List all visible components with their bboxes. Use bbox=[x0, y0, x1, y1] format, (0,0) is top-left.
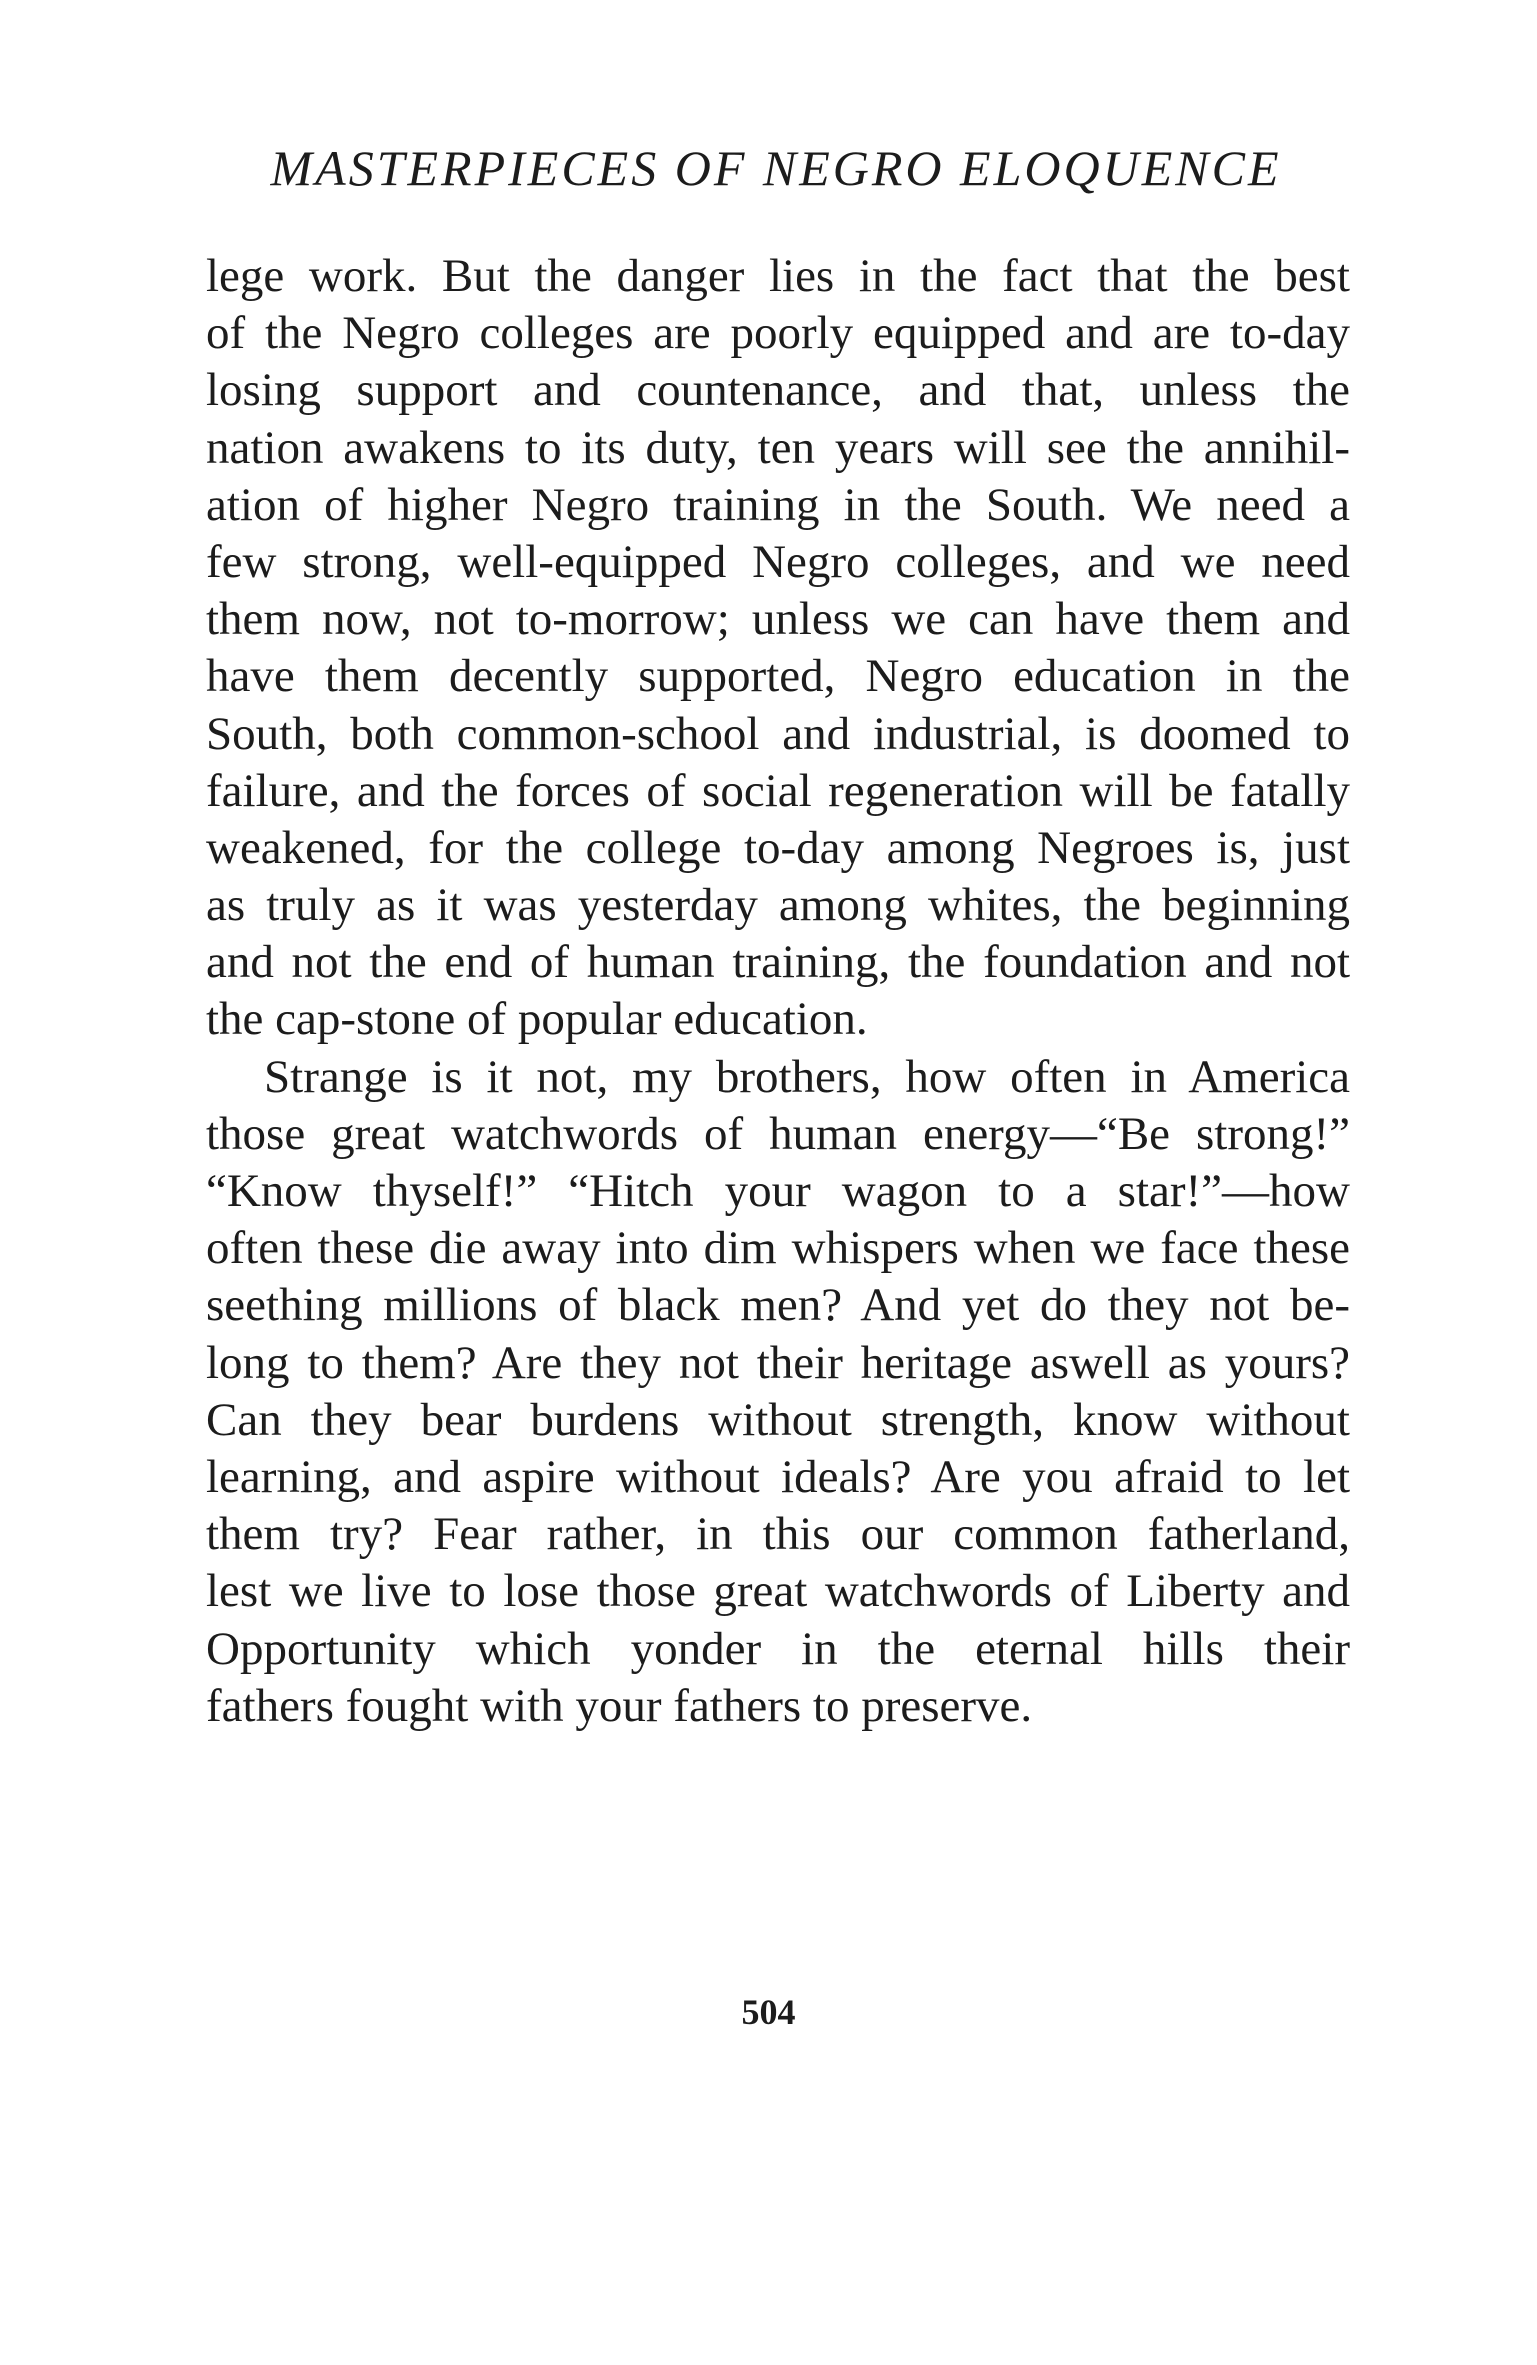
text-line: Can they bear burdens without strength, know without bbox=[206, 1393, 1350, 1446]
text-line: few strong, well-equipped Negro colleges, and we need bbox=[206, 535, 1350, 588]
text-line: losing support and countenance, and that, unless the bbox=[206, 364, 1350, 417]
text-line: those great watchwords of human energy—“Be strong!” bbox=[206, 1107, 1350, 1160]
text-line: them now, not to-morrow; unless we can have them and bbox=[206, 593, 1350, 646]
text-line: weakened, for the college to-day among Negroes is, just bbox=[206, 821, 1350, 874]
paragraph bbox=[206, 1049, 1350, 1735]
text-line: and not the end of human training, the foundation and not bbox=[206, 936, 1350, 989]
text-line: lest we live to lose those great watchwords of Liberty and bbox=[206, 1565, 1350, 1618]
text-line: fathers fought with your fathers to preserve. bbox=[206, 1679, 1033, 1732]
text-line: long to them? Are they not their heritage aswell as yours? bbox=[206, 1336, 1350, 1389]
text-line: often these die away into dim whispers when we face these bbox=[206, 1222, 1350, 1275]
text-line: have them decently supported, Negro education in the bbox=[206, 650, 1350, 703]
body-text bbox=[206, 248, 1350, 1735]
page-number: 504 bbox=[741, 1992, 796, 2032]
text-line: South, both common-school and industrial, is doomed to bbox=[206, 707, 1350, 760]
paragraph bbox=[206, 248, 1350, 1049]
text-line: learning, and aspire without ideals? Are you afraid to let bbox=[206, 1450, 1350, 1503]
text-line: Strange is it not, my brothers, how often in America bbox=[264, 1050, 1350, 1103]
text-line: Opportunity which yonder in the eternal hills their bbox=[206, 1622, 1350, 1675]
text-line: “Know thyself!” “Hitch your wagon to a star!”—how bbox=[206, 1165, 1350, 1217]
text-line: nation awakens to its duty, ten years will see the annihil- bbox=[206, 421, 1350, 474]
text-line: lege work. But the danger lies in the fact that the best bbox=[206, 250, 1350, 302]
text-line: them try? Fear rather, in this our common fatherland, bbox=[206, 1508, 1350, 1561]
text-line: failure, and the forces of social regeneration will be fatally bbox=[206, 764, 1350, 817]
text-line: seething millions of black men? And yet do they not be- bbox=[206, 1279, 1350, 1332]
text-line: ation of higher Negro training in the South. We need a bbox=[206, 478, 1350, 531]
running-head: MASTERPIECES OF NEGRO ELOQUENCE bbox=[270, 140, 1282, 196]
text-line: the cap-stone of popular education. bbox=[206, 993, 868, 1046]
text-line: of the Negro colleges are poorly equipped and are to-day bbox=[206, 307, 1350, 360]
text-line: as truly as it was yesterday among whites, the beginning bbox=[206, 879, 1350, 932]
